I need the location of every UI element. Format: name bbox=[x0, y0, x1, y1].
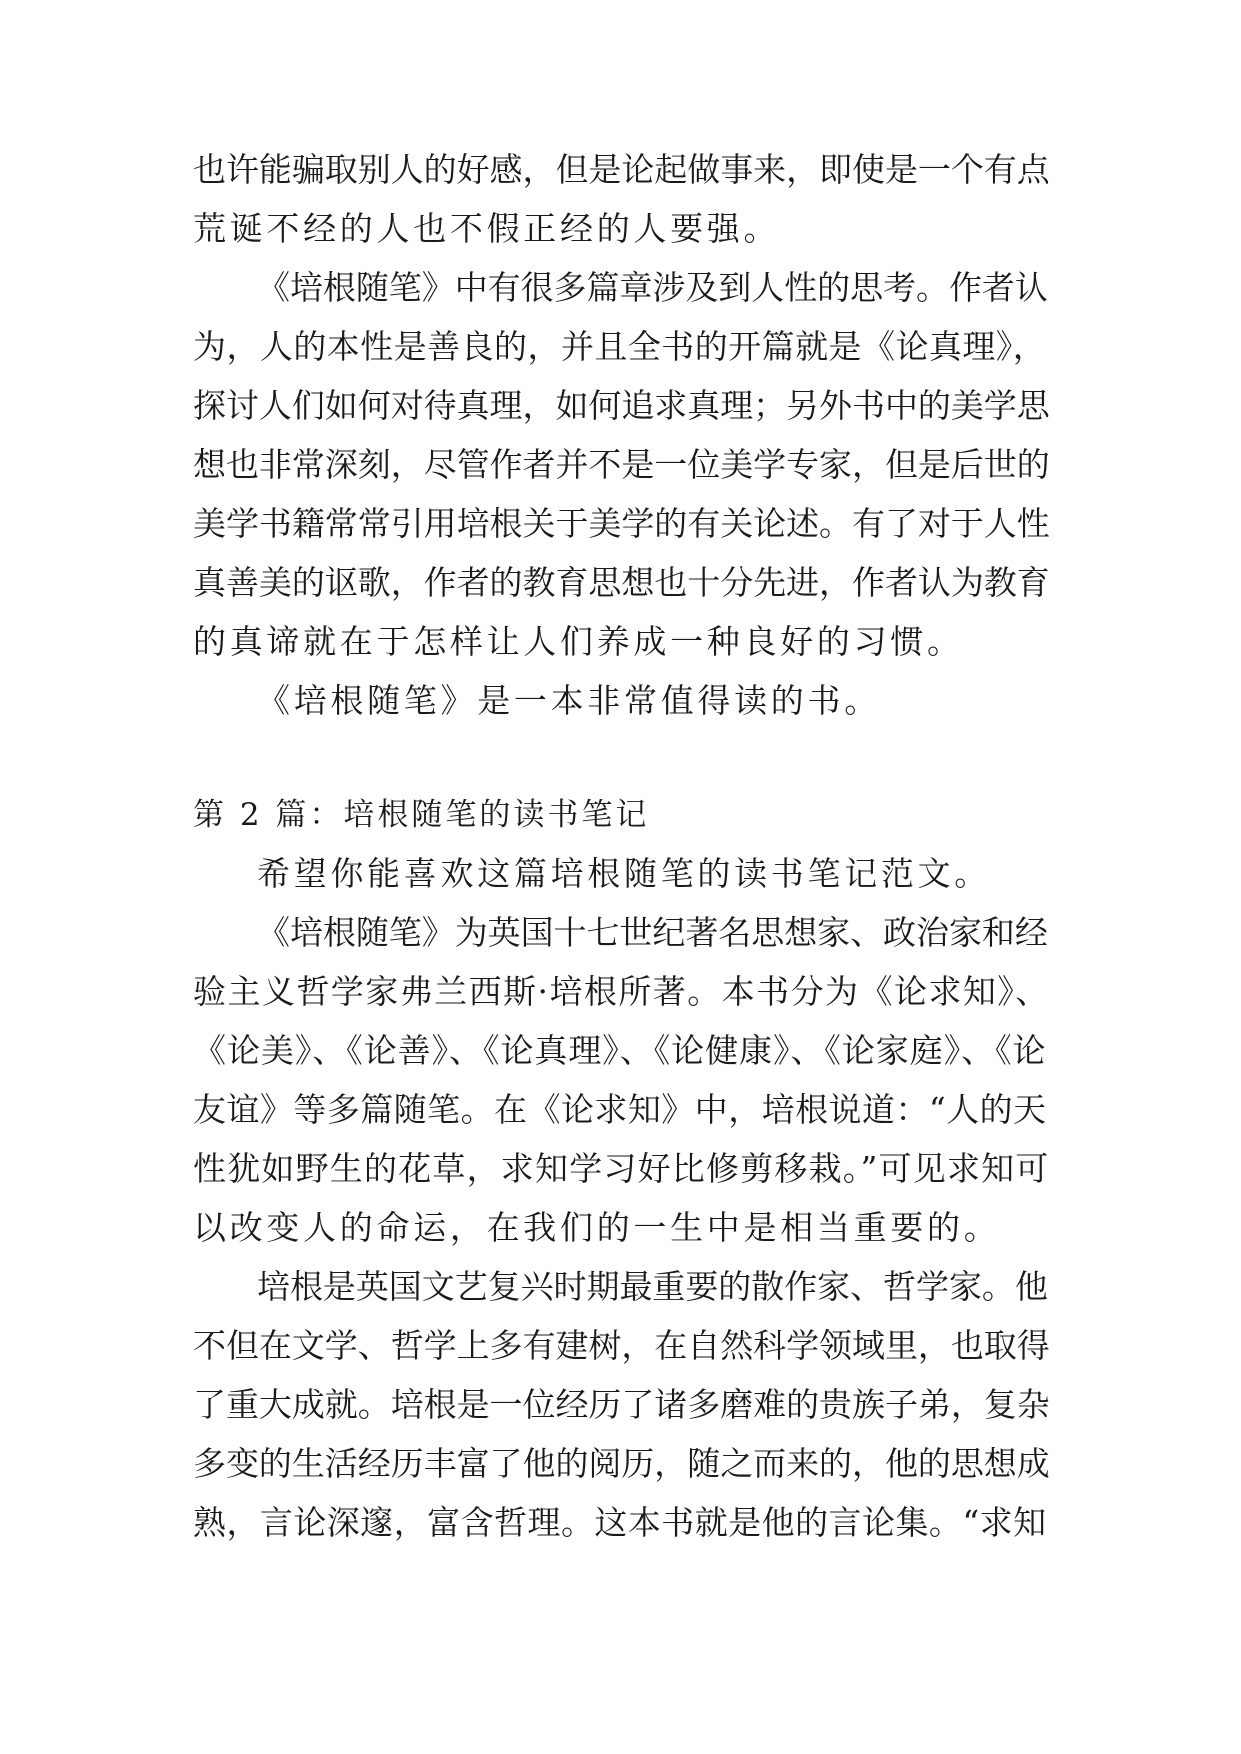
paragraph-line: 也许能骗取别人的好感，但是论起做事来，即使是一个有点 bbox=[193, 150, 1050, 189]
paragraph-line: 多变的生活经历丰富了他的阅历，随之而来的，他的思想成 bbox=[193, 1444, 1050, 1483]
paragraph-first-line: 《培根随笔》是一本非常值得读的书。 bbox=[257, 681, 881, 720]
paragraph-line: 《论美》、《论善》、《论真理》、《论健康》、《论家庭》、《论 bbox=[193, 1031, 1047, 1070]
paragraph-line: 探讨人们如何对待真理，如何追求真理；另外书中的美学思 bbox=[193, 386, 1050, 425]
paragraph-line: 以改变人的命运，在我们的一生中是相当重要的。 bbox=[193, 1208, 1001, 1247]
paragraph-line: 验主义哲学家弗兰西斯·培根所著。本书分为《论求知》、 bbox=[193, 972, 1050, 1011]
paragraph-first-line: 希望你能喜欢这篇培根随笔的读书笔记范文。 bbox=[257, 854, 991, 893]
paragraph-line: 不但在文学、哲学上多有建树，在自然科学领域里，也取得 bbox=[193, 1326, 1050, 1365]
paragraph-first-line: 培根是英国文艺复兴时期最重要的散作家、哲学家。他 bbox=[257, 1267, 1048, 1306]
paragraph-line: 想也非常深刻，尽管作者并不是一位美学专家，但是后世的 bbox=[193, 445, 1050, 484]
paragraph-first-line: 《培根随笔》中有很多篇章涉及到人性的思考。作者认 bbox=[257, 268, 1048, 307]
paragraph-line: 友谊》等多篇随笔。在《论求知》中，培根说道：“人的天 bbox=[193, 1090, 1047, 1129]
paragraph-line: 真善美的讴歌，作者的教育思想也十分先进，作者认为教育 bbox=[193, 563, 1050, 602]
paragraph-line: 的真谛就在于怎样让人们养成一种良好的习惯。 bbox=[193, 622, 964, 661]
paragraph-line: 美学书籍常常引用培根关于美学的有关论述。有了对于人性 bbox=[193, 504, 1050, 543]
paragraph-line: 为，人的本性是善良的，并且全书的开篇就是《论真理》， bbox=[193, 327, 1047, 366]
paragraph-line: 了重大成就。培根是一位经历了诸多磨难的贵族子弟，复杂 bbox=[193, 1385, 1050, 1424]
paragraph-first-line: 《培根随笔》为英国十七世纪著名思想家、政治家和经 bbox=[257, 913, 1048, 952]
paragraph-line: 熟，言论深邃，富含哲理。这本书就是他的言论集。“求知 bbox=[193, 1503, 1047, 1542]
section-heading: 第 2 篇：培根随笔的读书笔记 bbox=[193, 797, 650, 833]
paragraph-line: 性犹如野生的花草，求知学习好比修剪移栽。”可见求知可 bbox=[193, 1149, 1050, 1188]
paragraph-line: 荒诞不经的人也不假正经的人要强。 bbox=[193, 209, 781, 248]
